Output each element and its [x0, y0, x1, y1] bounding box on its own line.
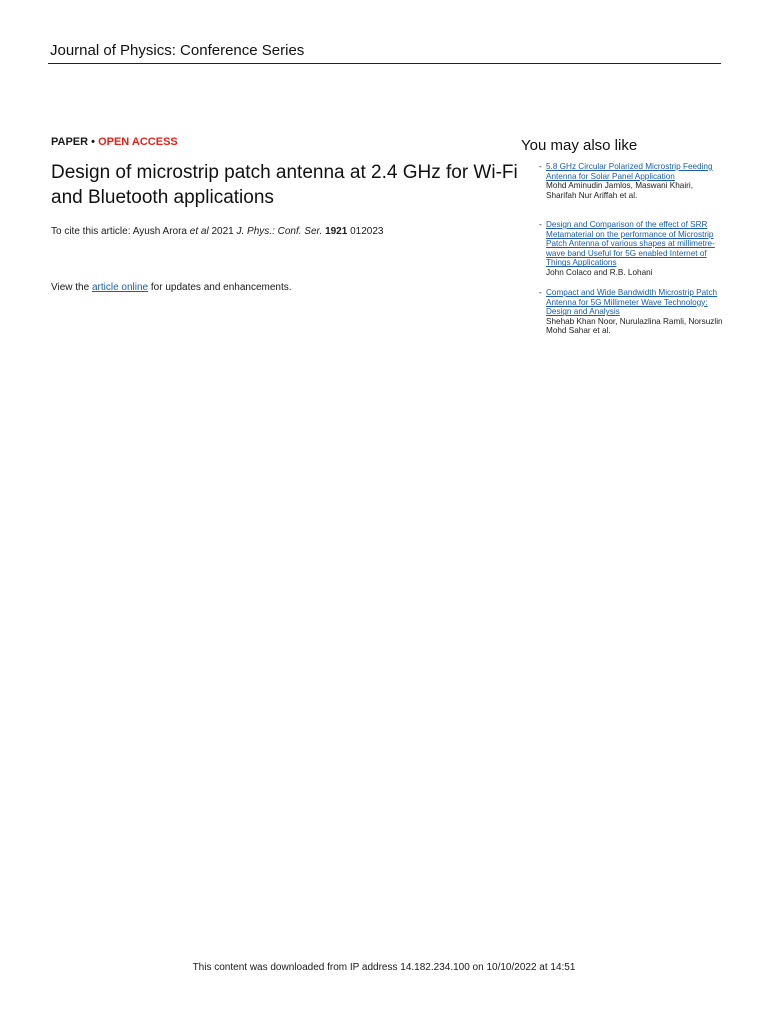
- list-dash: -: [539, 288, 542, 297]
- citation-article-number: 012023: [347, 226, 384, 237]
- header-divider: [48, 63, 721, 64]
- paper-label: PAPER: [51, 136, 89, 148]
- view-online-line: [51, 282, 292, 293]
- article-type-line: [51, 136, 178, 148]
- article-online-link[interactable]: article online: [91, 282, 149, 293]
- related-article-link[interactable]: 5.8 GHz Circular Polarized Microstrip Feeding Antenna for Solar Panel Application: [546, 162, 713, 181]
- related-article-authors: Mohd Aminudin Jamlos, Maswani Khairi, Sharifah Nur Ariffah et al.: [546, 181, 693, 200]
- download-note: This content was downloaded from IP address 14.182.234.100 on 10/10/2022 at 14:51: [192, 962, 576, 973]
- list-dash: -: [539, 162, 542, 171]
- related-article-authors: John Colaco and R.B. Lohani: [546, 267, 653, 277]
- related-article: [539, 288, 724, 336]
- citation-journal: J. Phys.: Conf. Ser.: [236, 226, 323, 237]
- view-online-prefix: View the: [51, 282, 92, 293]
- related-article-link[interactable]: Design and Comparison of the effect of SRR Metamaterial on the performance of Microstrip Patch Antenna of various shapes at millimetre-wave band Useful for 5G enabled Internet of Things Applications: [546, 220, 715, 268]
- citation-year: 2021: [208, 226, 237, 237]
- view-online-suffix: for updates and enhancements.: [148, 282, 292, 293]
- bullet-separator: •: [91, 136, 96, 148]
- citation-volume: 1921: [325, 226, 348, 237]
- related-article: [539, 162, 724, 200]
- citation-line: [51, 226, 383, 237]
- related-heading: You may also like: [521, 137, 638, 154]
- citation-prefix: To cite this article: Ayush Arora: [51, 226, 190, 237]
- journal-title: Journal of Physics: Conference Series: [50, 42, 305, 59]
- open-access-label: OPEN ACCESS: [98, 136, 178, 148]
- related-article-link[interactable]: Compact and Wide Bandwidth Microstrip Patch Antenna for 5G Millimeter Wave Technology: Design and Analysis: [546, 288, 718, 317]
- related-article: [539, 220, 724, 278]
- citation-et-al: et al: [189, 226, 209, 237]
- article-title: Design of microstrip patch antenna at 2.4 GHz for Wi-Fi and Bluetooth applications: [51, 162, 518, 208]
- list-dash: -: [539, 220, 542, 229]
- related-article-authors: Shehab Khan Noor, Nurulazlina Ramli, Norsuzlin Mohd Sahar et al.: [546, 316, 723, 336]
